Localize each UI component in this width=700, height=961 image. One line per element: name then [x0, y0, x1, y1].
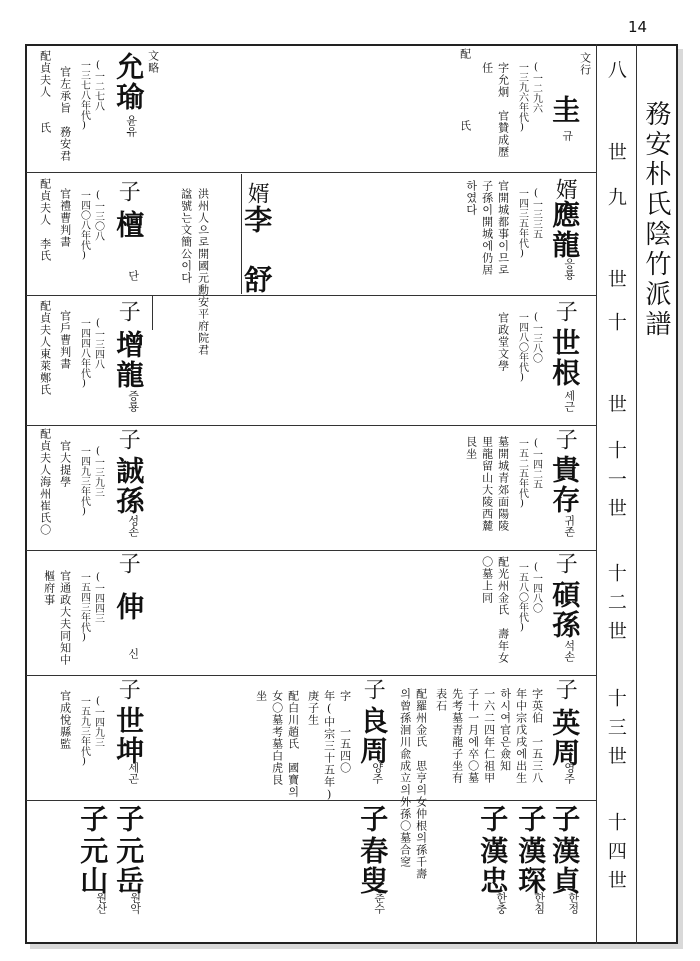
dan-spouse: 配貞夫人 李氏 — [38, 178, 52, 262]
yeongju-info-5: 子十一月에卒〇墓 — [466, 688, 480, 784]
row-divider-5 — [26, 675, 596, 676]
gyu-spouse-label: 配 — [458, 48, 472, 60]
sin-years-1: (一四四三 — [92, 572, 104, 623]
wonak-name: 元岳 — [112, 836, 146, 896]
hanjeong-given: 漢貞 — [548, 836, 582, 896]
seokson-name: 碩孫 — [548, 580, 582, 640]
gwijon-name: 貴存 — [548, 455, 582, 515]
eungryong-years-2: 一四三五年代) — [516, 188, 528, 259]
yangju-spouse-1: 配白川趙氏 國寶의 — [286, 690, 300, 798]
dan-info: 官禮曹判書 — [58, 188, 72, 248]
sin-hangul: 신 — [126, 648, 140, 659]
generation-label-12: 十二世 — [604, 563, 627, 650]
sin-info-1: 官通政大夫同知中 — [58, 570, 72, 666]
yangju-info-3: 庚子生 — [306, 690, 320, 726]
gyu-info-2: 任 — [480, 62, 494, 74]
yeongju-spouse-1: 配羅州金氏 思亨의女仲根의孫千壽 — [414, 688, 428, 880]
dan-relation: 子 — [115, 180, 141, 202]
generation-label-11: 十一世 — [604, 440, 627, 527]
eungryong-relation: 婿 — [552, 178, 578, 200]
row-divider-3 — [26, 425, 596, 426]
eungryong-name: 應龍 — [548, 200, 582, 260]
yangju-spouse-3: 坐 — [254, 690, 268, 702]
wonsan-hangul: 원산 — [94, 892, 108, 914]
liseo-name: 李 舒 — [240, 205, 274, 295]
hanchung-hangul: 한충 — [494, 892, 508, 914]
wonak-hangul: 원악 — [128, 892, 142, 914]
yangju-relation: 子 — [360, 678, 386, 700]
yeongju-name: 英周 — [548, 708, 582, 768]
eungryong-info-2: 子孫이開城에仍居 — [480, 180, 494, 276]
gwijon-relation: 子 — [552, 428, 578, 450]
hanchim-name: 漢琛 — [514, 836, 548, 896]
segeun-relation: 子 — [552, 300, 578, 322]
segeun-years-2: 一四八〇年代) — [516, 312, 528, 383]
yeongju-info-6: 先考墓青龍子坐有 — [450, 688, 464, 784]
gyu-info-1: 字允炯 官贊成歷 — [496, 62, 510, 158]
segon-years-2: 一五九三年代) — [78, 696, 90, 767]
hanchim-hangul: 한침 — [532, 892, 546, 914]
gwijon-hangul: 귀존 — [562, 515, 576, 537]
gyu-spouse-name: 氏 — [458, 120, 472, 132]
jeungryong-spouse: 配貞夫人東萊鄭氏 — [38, 300, 52, 396]
yunyu-years-1: (一二七八 — [92, 60, 104, 111]
page-number: 14 — [628, 18, 648, 36]
generation-label-9: 九 世 — [604, 187, 627, 310]
dan-years-1: (一三〇八 — [92, 190, 104, 241]
gyu-note: 文行 — [578, 52, 592, 76]
gwijon-years-2: 一五二五年代) — [516, 438, 528, 509]
segeun-years-1: (一三八〇 — [530, 312, 542, 363]
gwijon-info-1: 墓開城青郊面陽陵 — [496, 436, 510, 532]
lineage-connector-yunyu — [152, 295, 153, 330]
seongson-name: 誠孫 — [112, 456, 146, 516]
dan-name: 檀 — [112, 210, 146, 240]
generation-label-14: 十四世 — [604, 812, 627, 899]
wonak-relation: 子 — [112, 804, 146, 834]
eungryong-info-1: 官開城都事이므로 — [496, 180, 510, 276]
dan-hangul: 단 — [126, 270, 140, 281]
seokson-hangul: 석손 — [562, 640, 576, 662]
generation-column-divider — [596, 44, 597, 944]
yeongju-relation: 子 — [552, 678, 578, 700]
segon-name: 世坤 — [112, 706, 146, 766]
seokson-info-2: 〇墓上同 — [480, 556, 494, 604]
yeongju-hangul: 영주 — [562, 762, 576, 784]
segeun-name: 世根 — [548, 328, 582, 388]
hanchim-relation: 子 — [514, 804, 548, 834]
gyu-name: 圭 — [548, 95, 582, 125]
gyu-years-1: (一二九六 — [530, 62, 542, 113]
title-column-divider — [636, 44, 637, 944]
seongson-years-2: 一四九三年代) — [78, 446, 90, 517]
seokson-years-1: (一四八〇 — [530, 562, 542, 613]
eungryong-hangul: 응룡 — [562, 258, 576, 280]
chunsu-relation: 子 — [356, 804, 390, 834]
yeongju-info-1: 字英伯 一五三八 — [530, 688, 544, 784]
gyu-hangul: 규 — [560, 130, 574, 141]
liseo-info-2: 諡號는文簡公이다 — [179, 188, 193, 284]
sin-name: 伸 — [112, 592, 146, 622]
segon-relation: 子 — [115, 678, 141, 700]
segeun-hangul: 세근 — [562, 390, 576, 412]
jeungryong-name: 增龍 — [112, 330, 146, 390]
yeongju-info-4: 一六二四年仁祖甲 — [482, 688, 496, 784]
yunyu-name: 允瑜 — [112, 52, 146, 112]
sin-info-2: 樞府事 — [42, 570, 56, 606]
sin-years-2: 一五四三年代) — [78, 572, 90, 643]
chunsu-hangul: 춘수 — [372, 892, 386, 914]
generation-label-10: 十 世 — [604, 312, 627, 435]
segon-hangul: 세곤 — [126, 762, 140, 784]
wonsan-name: 元山 — [76, 836, 110, 896]
eungryong-years-1: (一三三五 — [530, 188, 542, 239]
hanchung-relation: 子 — [476, 804, 510, 834]
segon-info: 官成悅縣監 — [58, 690, 72, 750]
yunyu-info: 官左承旨 務安君 — [58, 66, 72, 162]
row-divider-2 — [26, 295, 596, 296]
segon-years-1: (一四九三 — [92, 696, 104, 747]
jeungryong-years-2: 一四四八年代) — [78, 318, 90, 389]
hanchung-name: 漢忠 — [476, 836, 510, 896]
seokson-info-1: 配光州金氏 壽年女 — [496, 556, 510, 664]
yangju-info-2: 年(中宗三十五年) — [322, 690, 336, 802]
jeungryong-years-1: (一三四八 — [92, 318, 104, 369]
seongson-years-1: (一三九三 — [92, 446, 104, 497]
gwijon-years-1: (一四二五 — [530, 438, 542, 489]
seongson-hangul: 성손 — [126, 515, 140, 537]
seokson-years-2: 一五八〇年代) — [516, 562, 528, 633]
liseo-relation: 婿 — [244, 182, 270, 204]
wonsan-relation: 子 — [76, 804, 110, 834]
yunyu-note: 文略 — [146, 50, 160, 74]
dan-years-2: 一四〇八年代) — [78, 190, 90, 261]
hanjeong-name: 子 — [548, 804, 582, 834]
generation-label-8: 八 世 — [604, 60, 627, 183]
gwijon-info-2: 里龍留山大陵西麓 — [480, 436, 494, 532]
chunsu-name: 春叟 — [356, 836, 390, 896]
gyu-years-2: 一三九六年代) — [516, 62, 528, 133]
row-divider-6 — [26, 800, 596, 801]
jeungryong-info: 官戶曹判書 — [58, 310, 72, 370]
yangju-info-1: 字 一五四〇 — [338, 690, 352, 774]
yunyu-hangul: 윤유 — [124, 115, 138, 137]
yunyu-spouse: 配貞夫人 氏 — [38, 50, 52, 134]
segeun-info: 官政堂文學 — [496, 312, 510, 372]
jeungryong-hangul: 증룡 — [126, 390, 140, 412]
yangju-hangul: 양주 — [370, 762, 384, 784]
hanjeong-hangul: 한정 — [566, 892, 580, 914]
seongson-relation: 子 — [115, 428, 141, 450]
yangju-spouse-2: 女〇墓考墓白虎艮 — [270, 690, 284, 786]
yeongju-info-3: 하시여官은僉知 — [498, 688, 512, 772]
liseo-info-1: 洪州人으로開國元勳安平府院君 — [196, 188, 210, 356]
seokson-relation: 子 — [552, 552, 578, 574]
genealogy-title: 務安朴氏陰竹派譜 — [640, 100, 671, 340]
yangju-name: 良周 — [356, 706, 390, 766]
generation-label-13: 十三世 — [604, 688, 627, 775]
yeongju-info-2: 年中宗戊戌에出生 — [514, 688, 528, 784]
yeongju-info-7: 表石 — [434, 688, 448, 712]
row-divider-4 — [26, 550, 596, 551]
yeongju-spouse-2: 의曾孫洄川兪成立의外孫〇墓合窆 — [398, 688, 412, 868]
seongson-info: 官大提學 — [58, 440, 72, 488]
gwijon-info-3: 艮坐 — [464, 436, 478, 460]
yunyu-years-2: 一三七八年代) — [78, 60, 90, 131]
seongson-spouse: 配貞夫人海州崔氏〇 — [38, 428, 52, 536]
eungryong-info-3: 하였다 — [464, 180, 478, 216]
sin-relation: 子 — [115, 552, 141, 574]
jeungryong-relation: 子 — [115, 300, 141, 322]
row-divider-1 — [26, 172, 596, 173]
